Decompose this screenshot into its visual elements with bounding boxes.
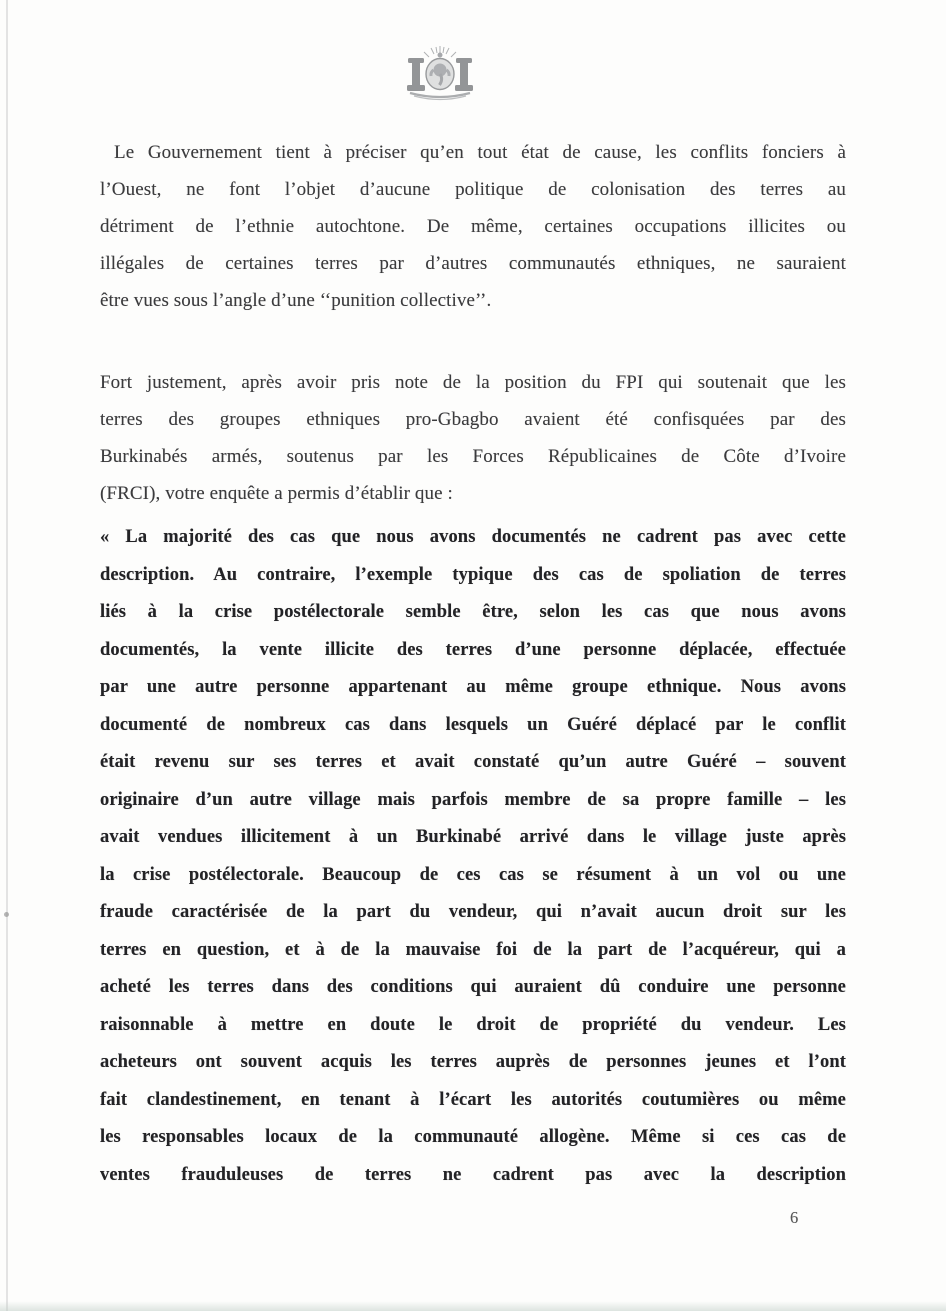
- text-line: Fort justement, après avoir pris note de la position du FPI qui soutenait que les: [100, 372, 846, 393]
- text-line: liés à la crise postélectorale semble être, selon les cas que nous avons: [100, 602, 846, 622]
- text-line: les responsables locaux de la communauté allogène. Même si ces cas de: [100, 1127, 846, 1147]
- page-number: 6: [790, 1208, 799, 1227]
- paragraph-1: [100, 134, 846, 319]
- text-line: l’Ouest, ne font l’objet d’aucune politique de colonisation des terres au: [100, 179, 846, 200]
- text-line: documenté de nombreux cas dans lesquels un Guéré déplacé par le conflit: [100, 714, 846, 735]
- cote-divoire-coat-of-arms-icon: [398, 44, 482, 104]
- text-line: la crise postélectorale. Beaucoup de ces cas se résument à un vol ou une: [100, 864, 846, 885]
- text-line: ventes frauduleuses de terres ne cadrent pas avec la description: [100, 1164, 846, 1185]
- text-line: documentés, la vente illicite des terres d’une personne déplacée, effectuée: [100, 639, 846, 660]
- text-line: (FRCI), votre enquête a permis d’établir que :: [100, 483, 453, 504]
- text-line: description. Au contraire, l’exemple typique des cas de spoliation de terres: [100, 564, 846, 585]
- scan-speck: [4, 912, 9, 917]
- paragraph-3: [100, 519, 846, 1194]
- text-line: fait clandestinement, en tenant à l’écart les autorités coutumières ou même: [100, 1089, 846, 1110]
- text-line: terres en question, et à de la mauvaise foi de la part de l’acquéreur, qui a: [100, 939, 846, 960]
- text-line: originaire d’un autre village mais parfois membre de sa propre famille – les: [100, 789, 846, 810]
- scan-edge-line: [6, 0, 8, 1311]
- text-line: être vues sous l’angle d’une ‘‘punition collective’’.: [100, 290, 492, 311]
- text-line: terres des groupes ethniques pro-Gbagbo avaient été confisquées par des: [100, 409, 846, 430]
- document-body: [100, 134, 846, 1194]
- text-line: raisonnable à mettre en doute le droit de propriété du vendeur. Les: [100, 1014, 846, 1035]
- text-line: Burkinabés armés, soutenus par les Forces Républicaines de Côte d’Ivoire: [100, 446, 846, 467]
- text-line: acheté les terres dans des conditions qui auraient dû conduire une personne: [100, 977, 846, 997]
- text-line: détriment de l’ethnie autochtone. De même, certaines occupations illicites ou: [100, 216, 846, 237]
- text-line: illégales de certaines terres par d’autres communautés ethniques, ne sauraient: [100, 253, 846, 274]
- text-line: par une autre personne appartenant au même groupe ethnique. Nous avons: [100, 677, 846, 697]
- scan-bottom-shadow: [0, 1301, 946, 1311]
- text-line: avait vendues illicitement à un Burkinabé arrivé dans le village juste après: [100, 827, 846, 847]
- text-line: était revenu sur ses terres et avait constaté qu’un autre Guéré – souvent: [100, 752, 846, 772]
- text-line: acheteurs ont souvent acquis les terres auprès de personnes jeunes et l’ont: [100, 1052, 846, 1072]
- text-line: fraude caractérisée de la part du vendeur, qui n’avait aucun droit sur les: [100, 902, 846, 922]
- text-line: Le Gouvernement tient à préciser qu’en tout état de cause, les conflits fonciers à: [114, 142, 846, 163]
- paragraph-2: [100, 364, 846, 512]
- text-line: « La majorité des cas que nous avons documentés ne cadrent pas avec cette: [100, 527, 846, 547]
